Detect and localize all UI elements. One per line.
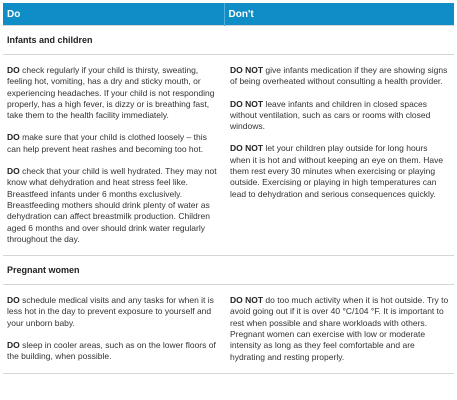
section-title-infants: Infants and children: [3, 26, 454, 55]
section-title-pregnant: Pregnant women: [3, 256, 454, 285]
dont-keyword: DO NOT: [230, 295, 264, 306]
dont-cell-infants: [224, 55, 454, 256]
dont-keyword: DO NOT: [230, 143, 264, 154]
item-text: check regularly if your child is thirsty, sweating, feeling hot, vomiting, has a dry and sticky mouth, or experiencing headaches. If your child is not responding properly, has a high fever, is dizzy or is breathing fast, take them to the health facility immediately.: [7, 65, 215, 121]
table-row: [3, 285, 454, 374]
item-text: check that your child is well hydrated. They may not know what dehydration and heat stress feel like. Breastfeed infants under 6 months exclusively. Breastfeeding mothers should drink plenty of water as dehydration can affect breastmilk production. Children aged 6 months and over should drink water regularly throughout the day.: [7, 166, 217, 244]
list-item: [230, 99, 450, 133]
item-text: do too much activity when it is hot outside. Try to avoid going out if it is over 40 °C/104 °F. It is important to rest when possible and share workloads with others. Pregnant women can exercise with low or moderate intensity as long as they feel comfortable and are hydrating and resting properly.: [230, 295, 449, 362]
item-text: schedule medical visits and any tasks for when it is less hot in the day to prevent exposure to yourself and your unborn baby.: [7, 295, 214, 328]
do-dont-table: [3, 3, 454, 374]
do-cell-infants: [3, 55, 224, 256]
section-row: [3, 26, 454, 55]
do-keyword: DO: [7, 340, 20, 351]
do-keyword: DO: [7, 295, 20, 306]
list-item: [7, 295, 220, 329]
do-cell-pregnant: [3, 285, 224, 374]
list-item: [230, 65, 450, 88]
item-text: give infants medication if they are showing signs of being overheated without consulting a health provider.: [230, 65, 448, 87]
do-keyword: DO: [7, 166, 20, 177]
table-row: [3, 55, 454, 256]
list-item: [7, 132, 220, 155]
header-do: Do: [3, 3, 224, 26]
section-row: [3, 256, 454, 285]
list-item: [230, 295, 450, 363]
dont-keyword: DO NOT: [230, 65, 264, 75]
do-keyword: DO: [7, 65, 20, 75]
item-text: leave infants and children in closed spaces without ventilation, such as cars or rooms with closed windows.: [230, 98, 431, 132]
table-header-row: [3, 3, 454, 26]
list-item: [7, 340, 220, 363]
item-text: sleep in cooler areas, such as on the lower floors of the building, when possible.: [7, 340, 216, 362]
dont-cell-pregnant: [224, 285, 454, 374]
do-keyword: DO: [7, 132, 20, 143]
list-item: [7, 166, 220, 245]
item-text: let your children play outside for long hours when it is hot and without keeping an eye on them. Have them rest every 30 minutes when exercising or playing outside. Exercising or playing in high temperatures can lead to dehydration and serious consequences quickly.: [230, 143, 444, 199]
list-item: [7, 65, 220, 121]
item-text: make sure that your child is clothed loosely – this can help prevent heat rashes and becoming too hot.: [7, 132, 207, 154]
dont-keyword: DO NOT: [230, 98, 264, 109]
header-dont: Don't: [224, 3, 454, 26]
list-item: [230, 143, 450, 199]
